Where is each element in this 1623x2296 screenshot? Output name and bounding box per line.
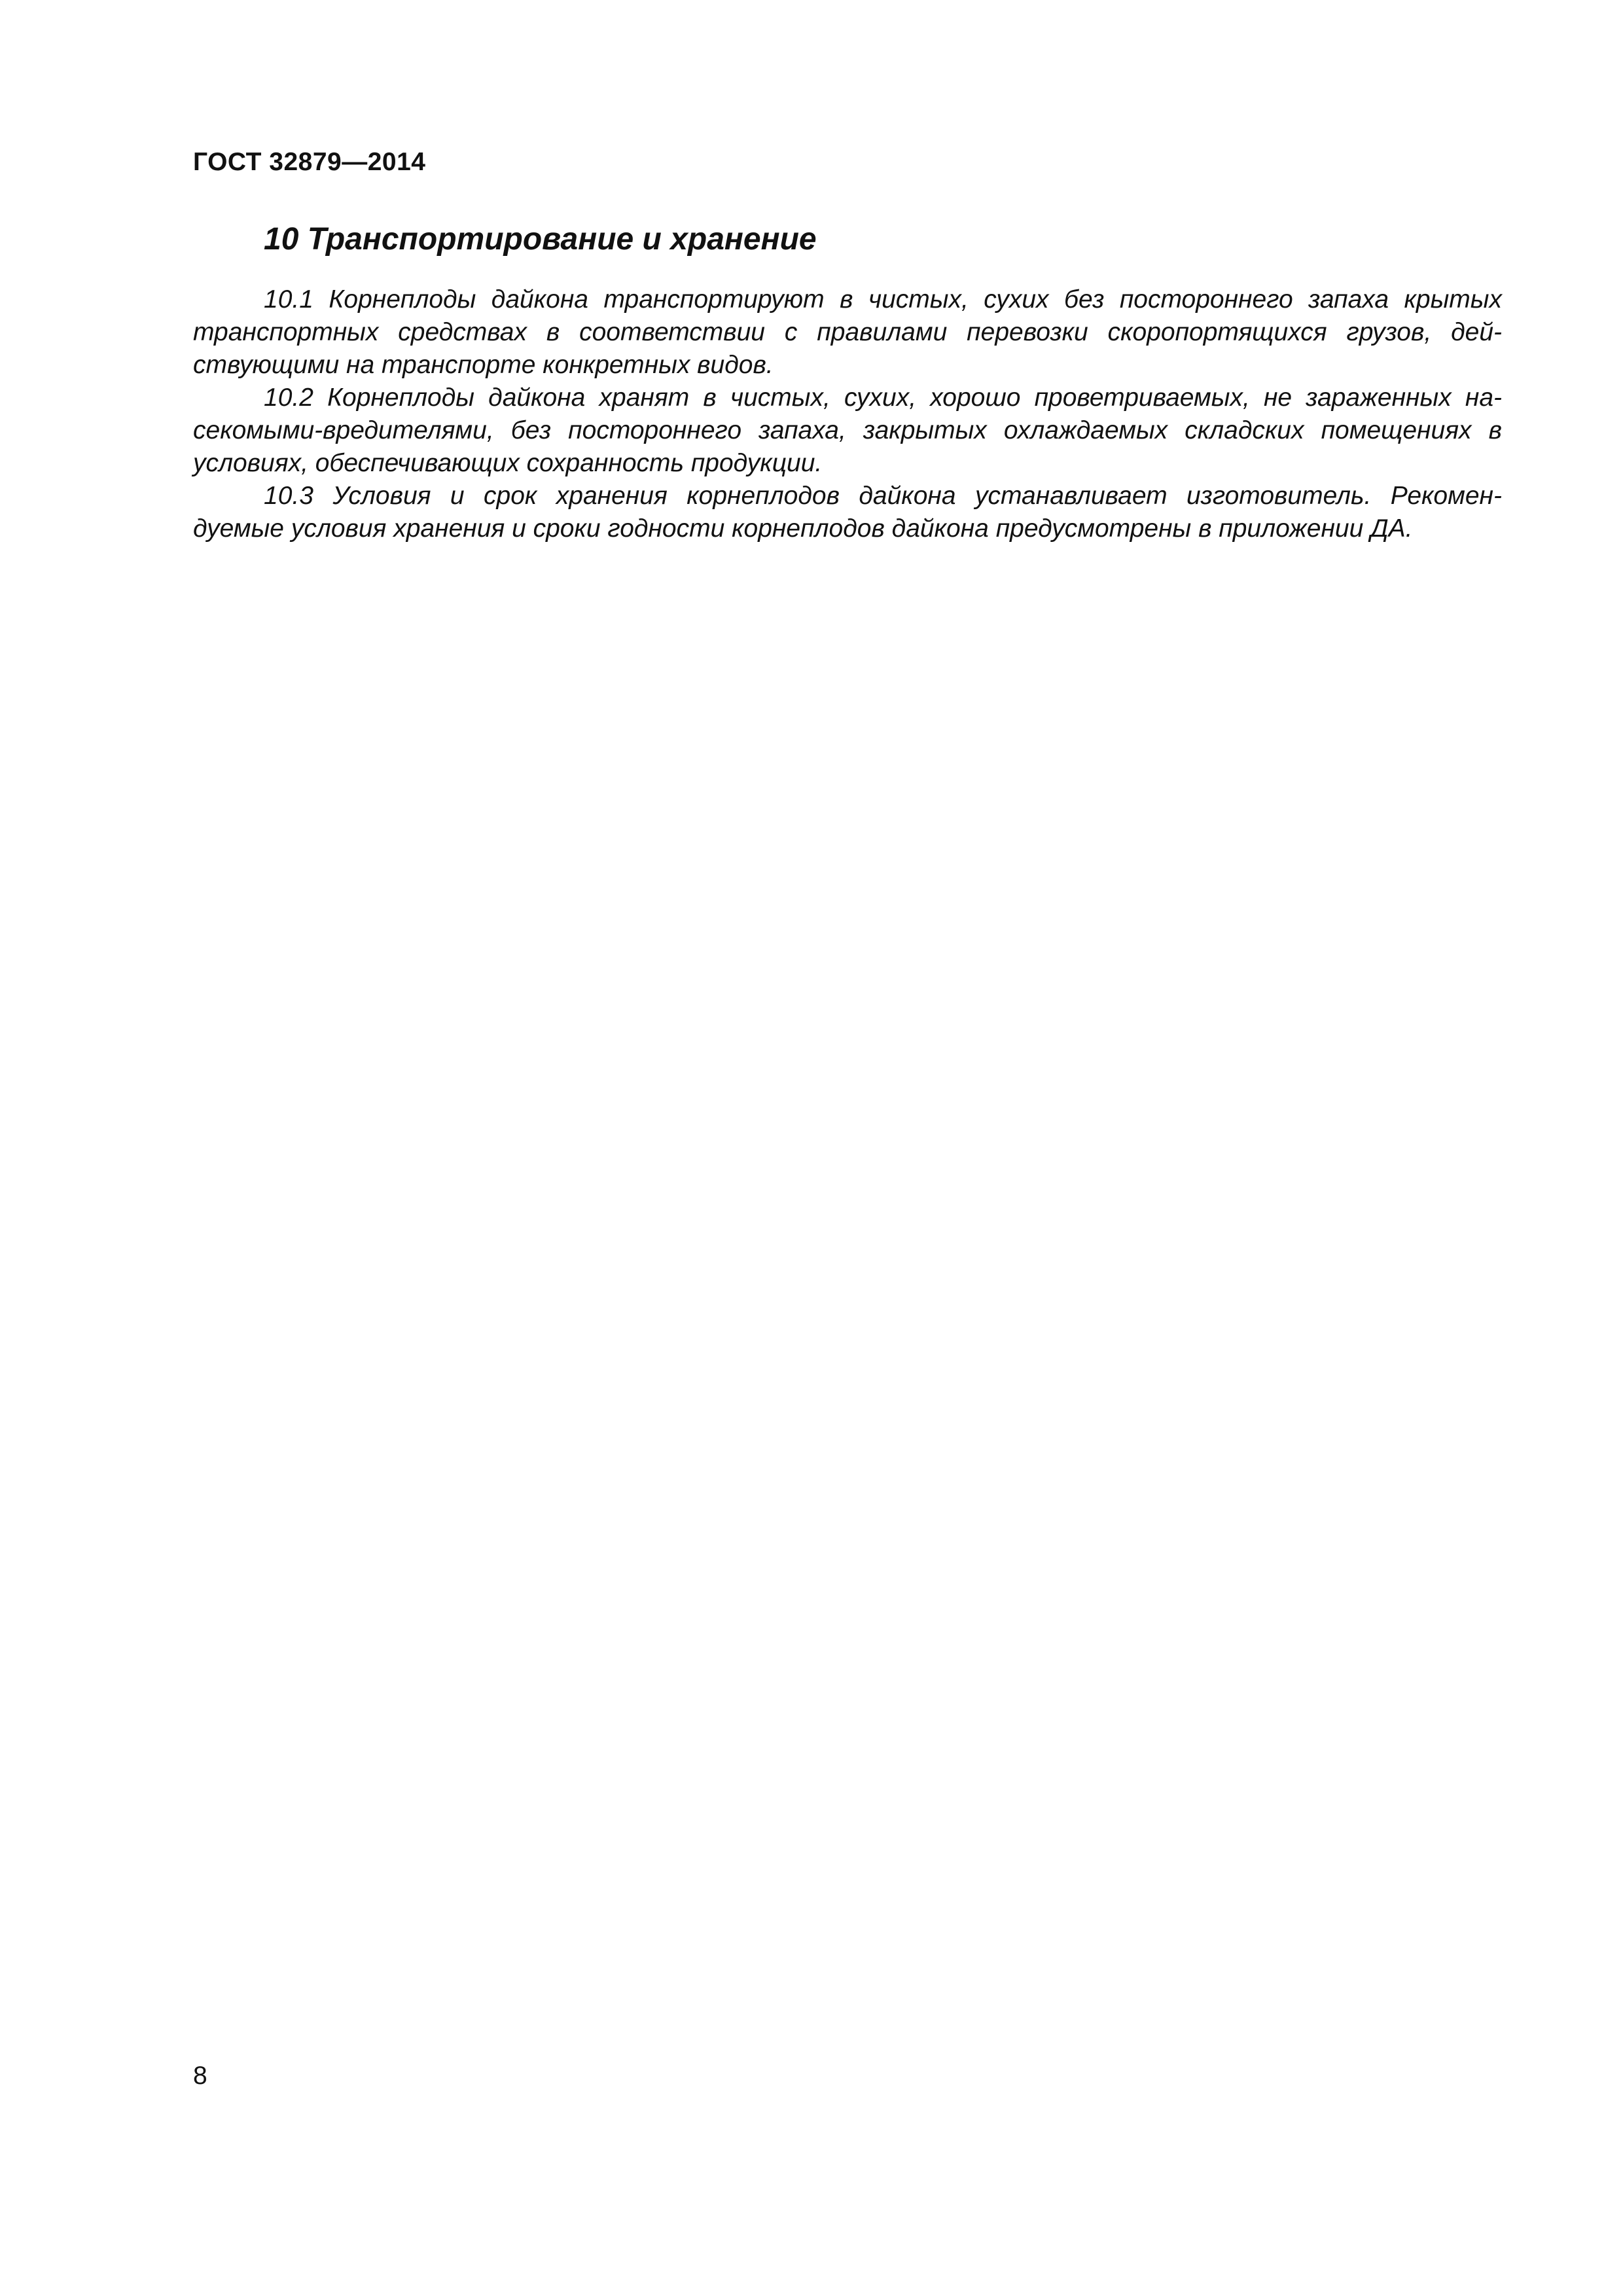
document-code-header: ГОСТ 32879—2014 [193,148,426,176]
paragraph-line: условиях, обеспечивающих сохранность продукции. [193,449,823,477]
paragraph-10-3 [193,480,1502,545]
page-number: 8 [193,2062,207,2090]
paragraph-10-2 [193,382,1502,480]
section-title: 10 Транспортирование и хранение [264,222,817,257]
section-body [193,283,1502,545]
paragraph-line: ствующими на транспорте конкретных видов. [193,351,774,379]
paragraph-line: дуемые условия хранения и сроки годности корнеплодов дайкона предусмотрены в приложении ДА. [193,514,1413,543]
paragraph-line: 10.3 Условия и срок хранения корнеплодов дайкона устанавливает изготовитель. Рекомен- [264,482,1502,510]
paragraph-line: транспортных средствах в соответствии с правилами перевозки скоропортящихся грузов, дей- [193,318,1502,346]
paragraph-10-1 [193,283,1502,382]
paragraph-line: 10.2 Корнеплоды дайкона хранят в чистых, сухих, хорошо проветриваемых, не зараженных на- [264,384,1502,412]
paragraph-line: секомыми-вредителями, без постороннего запаха, закрытых охлаждаемых складских помещениях в [193,416,1502,444]
paragraph-line: 10.1 Корнеплоды дайкона транспортируют в чистых, сухих без постороннего запаха крытых [264,285,1502,314]
